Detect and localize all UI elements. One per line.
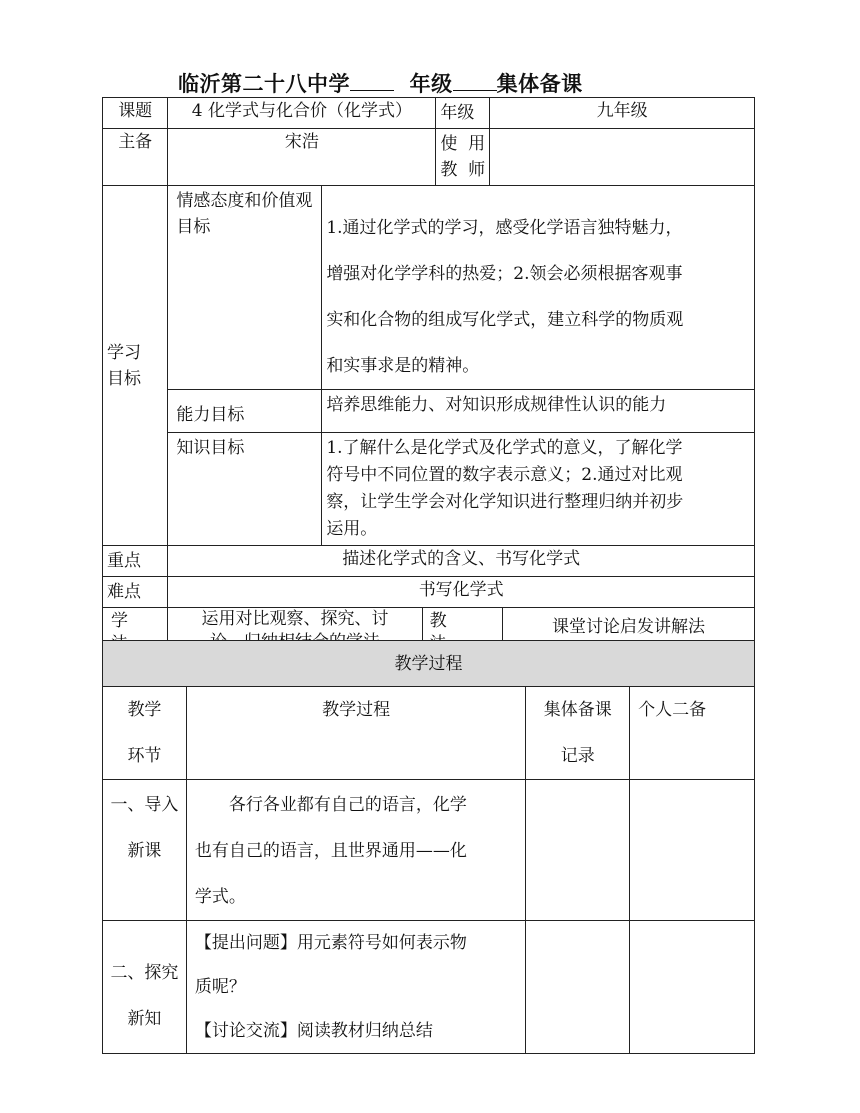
emotion-line: 和实事求是的精神。 — [326, 356, 480, 376]
col-record-line1: 集体备课 — [543, 700, 612, 720]
topic-label: 课题 — [103, 98, 168, 129]
knowledge-label: 知识目标 — [168, 433, 322, 546]
title-blank-1[interactable] — [350, 70, 394, 91]
teacher-value[interactable] — [490, 129, 755, 186]
process-content-cell — [186, 921, 525, 1054]
lesson-info-table — [102, 97, 755, 659]
emotion-value — [322, 186, 755, 390]
col-stage-line1: 教学 — [127, 700, 162, 720]
stage-line1: 一、导入 — [110, 795, 179, 815]
stage-cell — [103, 780, 187, 921]
knowledge-value — [322, 433, 755, 546]
objectives-label — [103, 186, 168, 546]
process-line: 也有自己的语言，且世界通用——化 — [194, 841, 467, 861]
title-school: 临沂第二十八中学 — [178, 72, 350, 96]
process-line: 【提出问题】用元素符号如何表示物 — [194, 933, 467, 953]
teacher-label-line1: 使 用 — [440, 134, 486, 154]
teacher-label — [436, 129, 490, 186]
knowledge-line: 符号中不同位置的数字表示意义；2.通过对比观 — [326, 465, 683, 485]
col-stage-line2: 环节 — [127, 746, 162, 766]
record-cell[interactable] — [526, 921, 630, 1054]
topic-value: 4 化学式与化合价（化学式） — [168, 98, 436, 129]
personal-cell[interactable] — [630, 921, 755, 1054]
teach-label-line1: 教 — [429, 611, 447, 631]
personal-cell[interactable] — [630, 780, 755, 921]
key-value: 描述化学式的含义、书写化学式 — [168, 546, 755, 577]
stage-line2: 新知 — [127, 1009, 162, 1029]
col-personal-header: 个人二备 — [630, 687, 755, 780]
col-record-header — [526, 687, 630, 780]
teach-method-value: 课堂讨论启发讲解法 — [502, 608, 754, 659]
key-label: 重点 — [103, 546, 168, 577]
process-line: 【讨论交流】阅读教材归纳总结 — [194, 1021, 433, 1041]
stage-line2: 新课 — [127, 841, 162, 861]
col-record-line2: 记录 — [560, 746, 595, 766]
difficulty-label: 难点 — [103, 577, 168, 608]
objectives-label-line1: 学习 — [107, 342, 141, 363]
stage-line1: 二、探究 — [110, 963, 179, 983]
stage-cell — [103, 921, 187, 1054]
teaching-process-table — [102, 640, 755, 1054]
knowledge-line: 运用。 — [326, 519, 378, 539]
lead-value: 宋浩 — [168, 129, 436, 186]
teacher-label-line2: 教 师 — [440, 160, 486, 180]
objectives-label-line2: 目标 — [107, 368, 141, 389]
emotion-label: 情感态度和价值观目标 — [168, 186, 322, 390]
process-content-cell — [186, 780, 525, 921]
lead-label: 主备 — [103, 129, 168, 186]
ability-label: 能力目标 — [168, 390, 322, 433]
title-blank-2[interactable] — [453, 70, 497, 91]
ability-value: 培养思维能力、对知识形成规律性认识的能力 — [322, 390, 755, 433]
process-line: 质呢？ — [194, 977, 246, 997]
process-line: 学式。 — [194, 887, 246, 907]
col-process-header: 教学过程 — [186, 687, 525, 780]
title-suffix: 集体备课 — [496, 72, 583, 96]
page-title — [178, 68, 583, 98]
process-line: 各行各业都有自己的语言，化学 — [228, 795, 467, 815]
emotion-line: 实和化合物的组成写化学式，建立科学的物质观 — [326, 310, 684, 330]
knowledge-line: 1.了解什么是化学式及化学式的意义，了解化学 — [326, 438, 683, 458]
emotion-line: 增强对化学学科的热爱；2.领会必须根据客观事 — [326, 264, 683, 284]
title-grade: 年级 — [409, 72, 453, 96]
process-section-title: 教学过程 — [103, 641, 755, 687]
grade-label: 年级 — [436, 98, 490, 129]
emotion-line: 1.通过化学式的学习，感受化学语言独特魅力， — [326, 218, 683, 238]
knowledge-line: 察，让学生学会对化学知识进行整理归纳并初步 — [326, 492, 684, 512]
study-value-line1: 运用对比观察、探究、讨 — [201, 609, 389, 629]
record-cell[interactable] — [526, 780, 630, 921]
col-stage-header — [103, 687, 187, 780]
difficulty-value: 书写化学式 — [168, 577, 755, 608]
grade-value: 九年级 — [490, 98, 755, 129]
study-label-line1: 学 — [111, 611, 128, 631]
